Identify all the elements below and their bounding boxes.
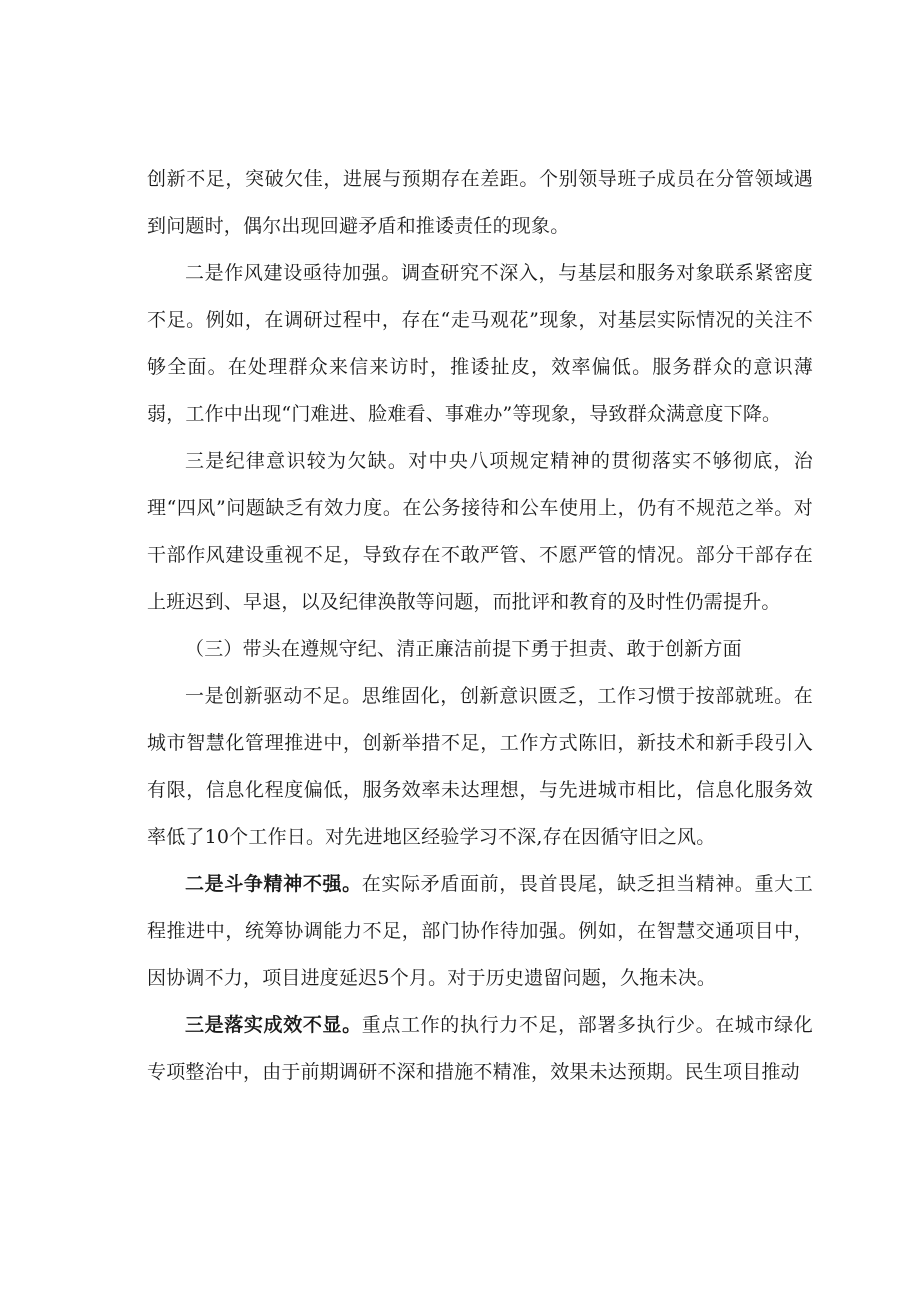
paragraph-lead: 二是斗争精神不强。 (185, 873, 362, 895)
paragraph-text: 重点工作的执行力不足，部署多执行少。在城市绿化专项整治中，由于前期调研不深和措施不精准，效果未达预期。民生项目推动 (147, 1014, 813, 1083)
paragraph-implementation (147, 1002, 813, 1096)
paragraph-work-style (147, 250, 813, 438)
section-subheading: （三）带头在遵规守纪、清正廉洁前提下勇于担责、敢于创新方面 (185, 638, 742, 660)
paragraph-lead: 三是落实成效不显。 (185, 1014, 362, 1036)
paragraph-text: 二是作风建设亟待加强。调查研究不深入，与基层和服务对象联系紧密度不足。例如，在调研过程中，存在“走马观花”现象，对基层实际情况的关注不够全面。在处理群众来信来访时，推诿扯皮，效率偏低。服务群众的意识薄弱，工作中出现“门难进、脸难看、事难办”等现象，导致群众满意度下降。 (147, 262, 813, 425)
document-body (147, 156, 813, 1096)
paragraph-struggle-spirit (147, 861, 813, 1002)
paragraph-text: 三是纪律意识较为欠缺。对中央八项规定精神的贯彻落实不够彻底，治理“四风”问题缺乏有效力度。在公务接待和公车使用上，仍有不规范之举。对干部作风建设重视不足，导致存在不敢严管、不愿严管的情况。部分干部存在上班迟到、早退，以及纪律涣散等问题，而批评和教育的及时性仍需提升。 (147, 450, 813, 613)
paragraph-continuation (147, 156, 813, 250)
paragraph-innovation (147, 673, 813, 861)
paragraph-text: 创新不足，突破欠佳，进展与预期存在差距。个别领导班子成员在分管领域遇到问题时，偶尔出现回避矛盾和推诿责任的现象。 (147, 168, 813, 237)
paragraph-text: 在实际矛盾面前，畏首畏尾，缺乏担当精神。重大工程推进中，统筹协调能力不足，部门协作待加强。例如，在智慧交通项目中，因协调不力，项目进度延迟5个月。对于历史遗留问题，久拖未决。 (147, 873, 813, 989)
paragraph-discipline (147, 438, 813, 626)
paragraph-text: 一是创新驱动不足。思维固化，创新意识匮乏，工作习惯于按部就班。在城市智慧化管理推进中，创新举措不足，工作方式陈旧，新技术和新手段引入有限，信息化程度偏低，服务效率未达理想，与先进城市相比，信息化服务效率低了10个工作日。对先进地区经验学习不深,存在因循守旧之风。 (147, 685, 813, 848)
